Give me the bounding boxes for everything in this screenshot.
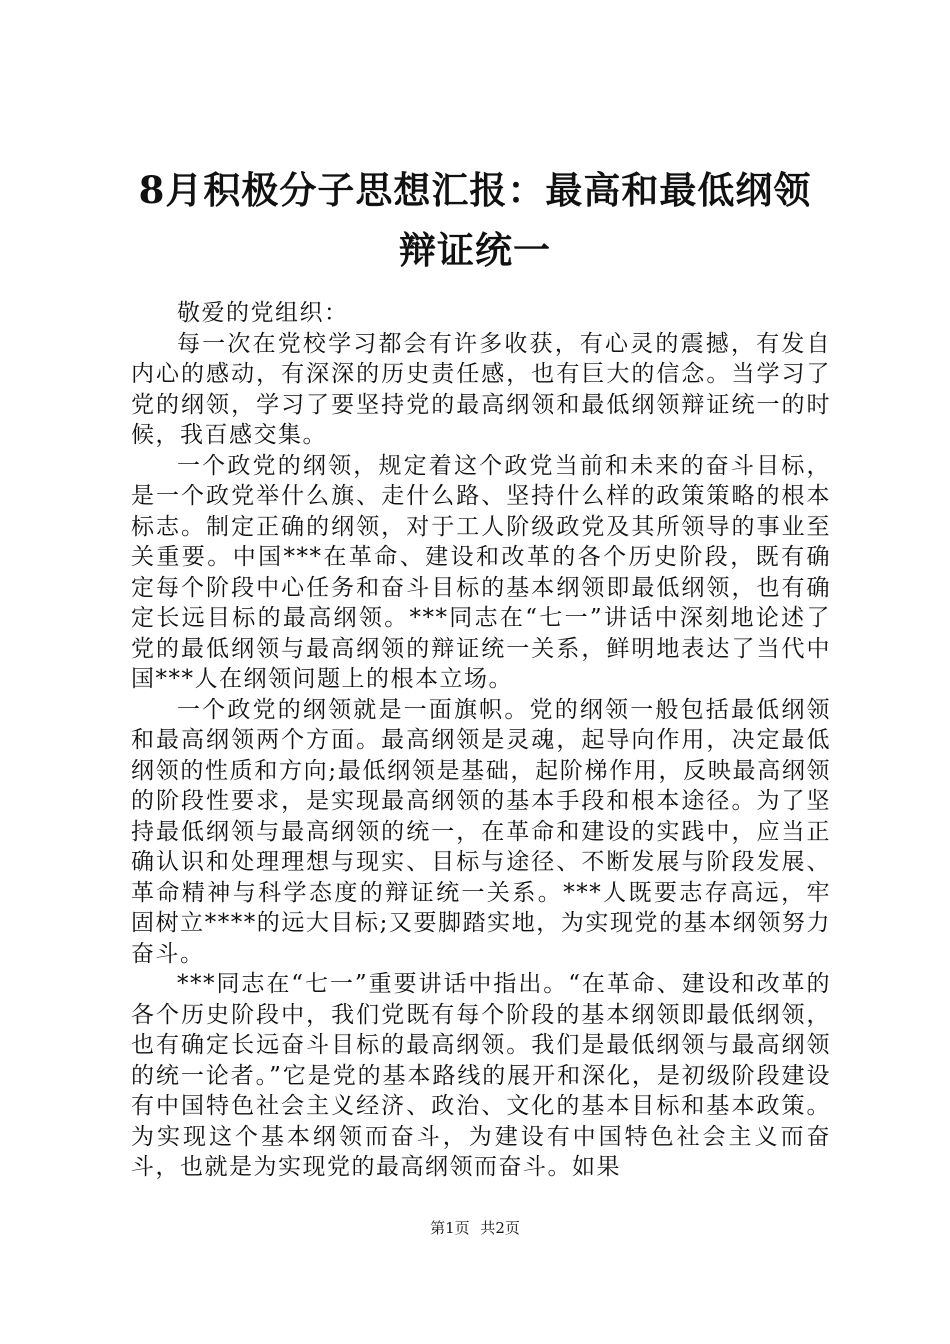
paragraph-2: 一个政党的纲领，规定着这个政党当前和未来的奋斗目标，是一个政党举什么旗、走什么路、坚持什么样的政策策略的根本标志。制定正确的纲领，对于工人阶级政党及其所领导的事业至关重要。中国***在革命、建设和改革的各个历史阶段，既有确定每个阶段中心任务和奋斗目标的基本纲领即最低纲领，也有确定长远目标的最高纲领。***同志在“七一”讲话中深刻地论述了党的最低纲领与最高纲领的辩证统一关系，鲜明地表达了当代中国***人在纲领问题上的根本立场。 [131,452,831,692]
salutation: 敬爱的党组织： [177,300,349,326]
document-body [131,298,831,1183]
page-number: 第1页 [430,1219,470,1237]
paragraph-4: ***同志在“七一”重要讲话中指出。“在革命、建设和改革的各个历史阶段中，我们党既有每个阶段的基本纲领即最低纲领，也有确定长远奋斗目标的最高纲领。我们是最低纲领与最高纲领的统一论者。”它是党的基本路线的展开和深化，是初级阶段建设有中国特色社会主义经济、政治、文化的基本目标和基本政策。为实现这个基本纲领而奋斗，为建设有中国特色社会主义而奋斗，也就是为实现党的最高纲领而奋斗。如果 [131,971,831,1180]
page-total: 共2页 [480,1219,520,1237]
paragraph-1: 每一次在党校学习都会有许多收获，有心灵的震撼，有发自内心的感动，有深深的历史责任感，也有巨大的信念。当学习了党的纲领，学习了要坚持党的最高纲领和最低纲领辩证统一的时候，我百感交集。 [131,330,831,448]
page-footer [0,1218,950,1238]
document-title: 8月积极分子思想汇报：最高和最低纲领辩证统一 [138,168,812,272]
paragraph-3: 一个政党的纲领就是一面旗帜。党的纲领一般包括最低纲领和最高纲领两个方面。最高纲领是灵魂，起导向作用，决定最低纲领的性质和方向;最低纲领是基础，起阶梯作用，反映最高纲领的阶段性要求，是实现最高纲领的基本手段和根本途径。为了坚持最低纲领与最高纲领的统一，在革命和建设的实践中，应当正确认识和处理理想与现实、目标与途径、不断发展与阶段发展、革命精神与科学态度的辩证统一关系。***人既要志存高远，牢固树立****的远大目标;又要脚踏实地，为实现党的基本纲领努力奋斗。 [131,696,831,967]
